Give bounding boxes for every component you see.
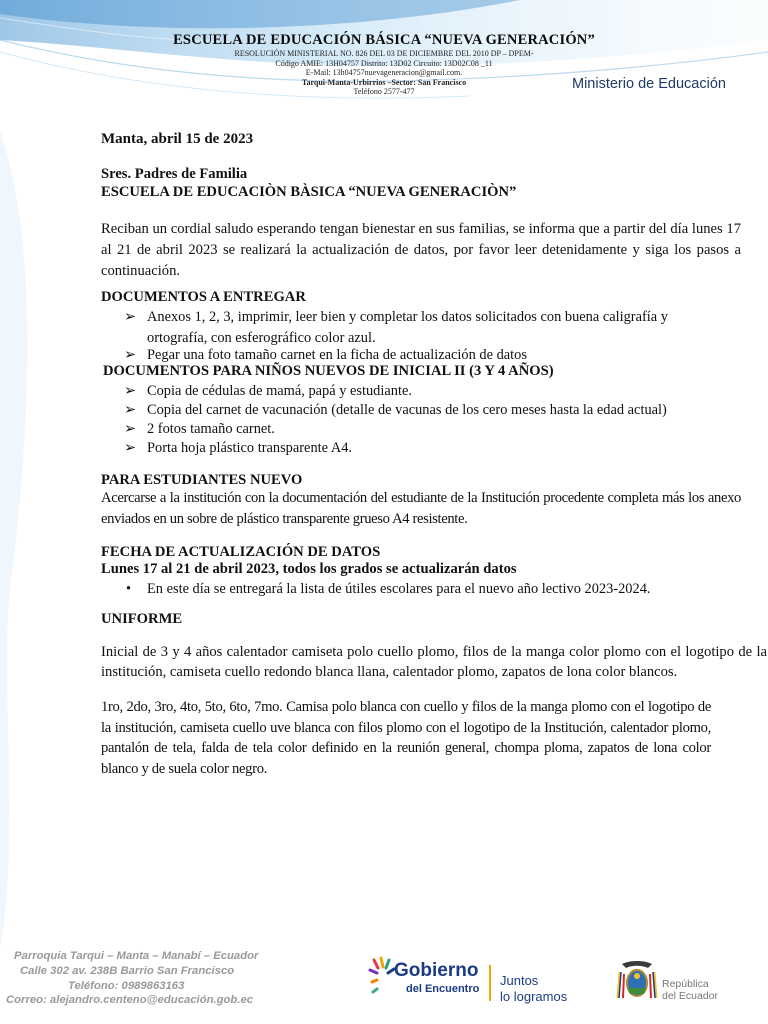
list-item: ➢ Anexos 1, 2, 3, imprimir, leer bien y completar los datos solicitados con buena caligrafía y ortografía, con esferográfico color azul.	[124, 309, 668, 346]
del-ecuador-text: del Ecuador	[662, 990, 719, 1002]
footer-phone-line: Teléfono: 0989863163	[68, 980, 185, 992]
arrow-bullet-icon: ➢	[124, 309, 137, 325]
phone-line: Teléfono 2577-477	[353, 87, 415, 96]
gobierno-logo-subtext: del Encuentro	[406, 983, 480, 995]
list-item: ➢ 2 fotos tamaño carnet.	[124, 419, 744, 440]
list-item: • En este día se entregará la lista de útiles escolares para el nuevo año lectivo 2023-2024.	[124, 579, 744, 600]
update-date-subheading: Lunes 17 al 21 de abril 2023, todos los grados se actualizarán datos	[101, 561, 517, 577]
arrow-bullet-icon: ➢	[124, 402, 137, 418]
location-line: Tarqui-Manta-Urbirrios –Sector: San Francisco	[301, 77, 467, 87]
arrow-bullet-icon: ➢	[124, 383, 137, 399]
dot-bullet-icon: •	[126, 581, 132, 597]
resolution-line: RESOLUCIÓN MINISTERIAL NO. 826 DEL 03 DE DICIEMBRE DEL 2010 DP – DPEM-	[234, 49, 534, 58]
list-item: ➢ Porta hoja plástico transparente A4.	[124, 438, 744, 459]
recipient-line-1: Sres. Padres de Familia	[101, 166, 248, 182]
list-item: ➢ Pegar una foto tamaño carnet en la ficha de actualización de datos	[124, 345, 744, 366]
gobierno-logo-text: Gobierno	[394, 960, 479, 981]
footer-address-line: Parroquia Tarqui – Manta – Manabí – Ecuador	[14, 950, 259, 962]
logo-divider	[489, 965, 491, 1001]
arrow-bullet-icon: ➢	[124, 347, 137, 363]
update-date-heading: FECHA DE ACTUALIZACIÓN DE DATOS	[101, 544, 381, 560]
recipient-line-2: ESCUELA DE EDUCACIÒN BÀSICA “NUEVA GENERACIÒN”	[101, 184, 517, 200]
arrow-bullet-icon: ➢	[124, 440, 137, 456]
ecuador-coat-of-arms-icon	[614, 958, 660, 1004]
school-name-title: ESCUELA DE EDUCACIÓN BÁSICA “NUEVA GENERACIÓN”	[173, 32, 595, 48]
uniform-heading: UNIFORME	[101, 611, 183, 627]
email-line: E-Mail: 13h04757nuevageneracion@gmail.com.	[305, 68, 463, 77]
side-wave-decoration	[0, 130, 110, 950]
footer-address-line: Calle 302 av. 238B Barrio San Francisco	[20, 965, 235, 977]
new-students-heading: PARA ESTUDIANTES NUEVO	[101, 472, 303, 488]
republica-text: República	[662, 978, 709, 990]
uniform-grades-paragraph: 1ro, 2do, 3ro, 4to, 5to, 6to, 7mo. Camisa polo blanca con cuello y filos de la manga plomo con el logotipo de la institución, camiseta cuello uve blanca con filos plomo con el logotipo de la Institución, calentador plomo, pantalón de tela, falda de tela color definido en la reunión general, chompa ploma, zapatos de lona color blanco y de suela color negro.	[101, 699, 711, 777]
new-children-heading: DOCUMENTOS PARA NIÑOS NUEVOS DE INICIAL II (3 Y 4 AÑOS)	[103, 363, 554, 379]
amie-code-line: Código AMIE: 13H04757 Distrito: 13D02 Circuito: 13D02C08 _11	[275, 58, 493, 68]
footer-email-line: Correo: alejandro.centeno@educación.gob.ec	[6, 994, 254, 1006]
arrow-bullet-icon: ➢	[124, 421, 137, 437]
lo-logramos-text: lo logramos	[500, 989, 568, 1004]
ministerio-logo-text: Ministerio de Educación	[572, 76, 726, 92]
list-item: ➢ Copia del carnet de vacunación (detalle de vacunas de los cero meses hasta la edad actual)	[124, 400, 754, 421]
letter-date: Manta, abril 15 de 2023	[101, 131, 254, 147]
juntos-text: Juntos	[500, 973, 539, 988]
list-item: ➢ Copia de cédulas de mamá, papá y estudiante.	[124, 381, 744, 402]
new-students-paragraph: Acercarse a la institución con la documentación del estudiante de la Institución procedente completa más los anexo enviados en un sobre de plástico transparente grueso A4 resistente.	[101, 490, 741, 527]
intro-paragraph: Reciban un cordial saludo esperando tengan bienestar en sus familias, se informa que a partir del día lunes 17 al 21 de abril 2023 se realizará la actualización de datos, por favor leer detenidamente y siga los pasos a continuación.	[101, 221, 741, 279]
uniform-initial-paragraph: Inicial de 3 y 4 años calentador camiseta polo cuello plomo, filos de la manga color plomo con el logotipo de la institución, camiseta cuello redondo blanca llana, calentador plomo, zapatos de lona color blancos.	[101, 644, 767, 680]
documents-heading: DOCUMENTOS A ENTREGAR	[101, 289, 306, 305]
